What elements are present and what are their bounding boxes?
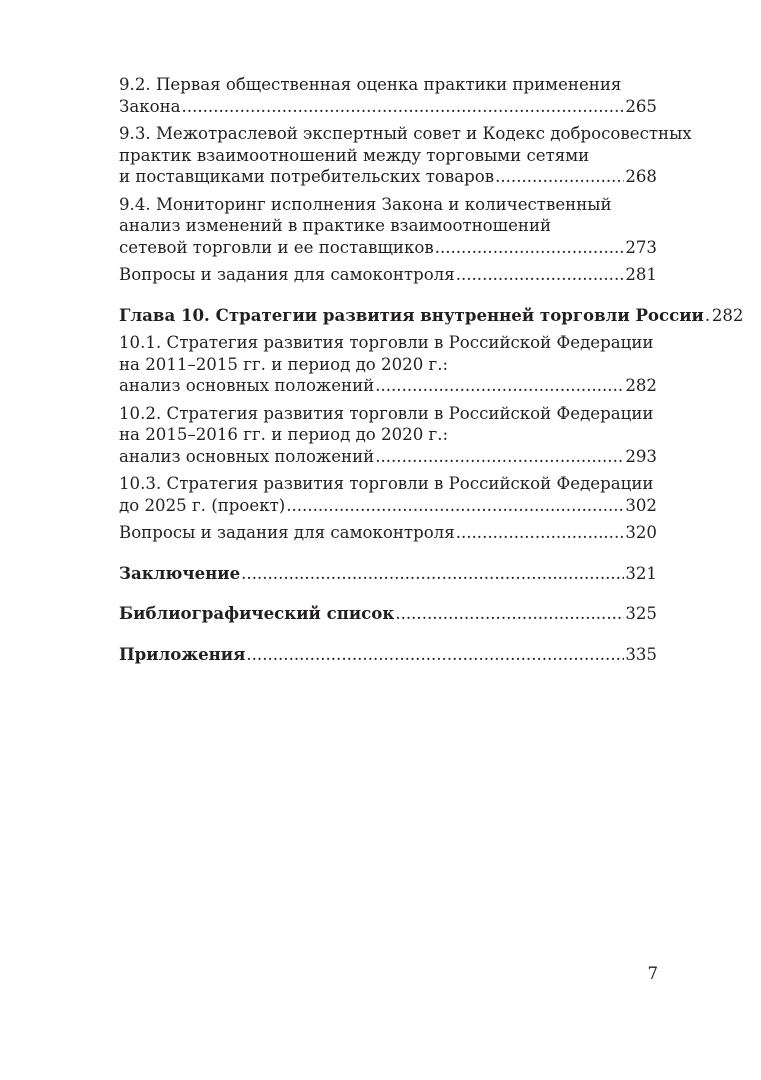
toc-entry-9-2 xyxy=(119,74,657,117)
toc-entry-title-line: Вопросы и задания для самоконтроля xyxy=(119,265,455,284)
toc-entry-10-2 xyxy=(119,403,657,468)
toc-page-number: 302 xyxy=(625,495,657,515)
dot-leader xyxy=(246,644,624,666)
dot-leader xyxy=(435,237,625,259)
toc-chapter-title: Библиографический список xyxy=(119,603,395,623)
toc-entry-title-line: на 2011–2015 гг. и период до 2020 г.: xyxy=(119,354,449,374)
dot-leader xyxy=(241,563,624,585)
toc-page-number: 293 xyxy=(625,446,657,466)
toc-entry-title-line: и поставщиками потребительских товаров xyxy=(119,167,495,186)
toc-page-number: 265 xyxy=(625,96,657,116)
toc-entry-title-line: анализ основных положений xyxy=(119,446,375,466)
toc-entry-9-4 xyxy=(119,194,657,259)
toc-entry-bibliography xyxy=(119,603,657,625)
toc-entry-questions-9 xyxy=(119,264,657,286)
page-number: 7 xyxy=(647,964,658,983)
toc-page-number: 321 xyxy=(625,563,657,583)
dot-leader xyxy=(182,96,625,118)
toc-entry-title-line: на 2015–2016 гг. и период до 2020 г.: xyxy=(119,425,449,444)
toc-page-number: 335 xyxy=(625,644,657,664)
toc-entry-title-line: 9.4. Мониторинг исполнения Закона и количественный xyxy=(119,194,612,214)
toc-entry-10-1 xyxy=(119,332,657,397)
toc-page-number: 268 xyxy=(625,167,657,186)
toc-entry-title-line: до 2025 г. (проект) xyxy=(119,495,286,515)
dot-leader xyxy=(286,495,624,517)
toc-entry-title-line: 9.3. Межотраслевой экспертный совет и Кодекс добросовестных xyxy=(119,124,692,143)
toc-page-number: 320 xyxy=(625,523,657,542)
toc-chapter-title: Приложения xyxy=(119,643,246,664)
toc-entry-title-line: 10.1. Стратегия развития торговли в Российской Федерации xyxy=(119,333,654,352)
toc-page-number: 282 xyxy=(625,376,657,395)
toc-entry-9-3 xyxy=(119,123,692,188)
toc-page-number: 282 xyxy=(711,305,744,325)
toc-entry-title-line: 10.2. Стратегия развития торговли в Российской Федерации xyxy=(119,403,654,423)
dot-leader xyxy=(395,603,624,625)
toc-entry-conclusion xyxy=(119,563,657,585)
dot-leader xyxy=(495,166,624,188)
toc-entry-title-line: 10.3. Стратегия развития торговли в Российской Федерации xyxy=(119,474,654,493)
toc-entry-title-line: Закона xyxy=(119,96,181,116)
toc-entry-title-line: анализ изменений в практике взаимоотношений xyxy=(119,216,552,235)
toc-entry-10-3 xyxy=(119,473,657,516)
dot-leader xyxy=(375,446,624,468)
toc-entry-title-line: 9.2. Первая общественная оценка практики применения xyxy=(119,75,622,94)
toc-entry-title-line: практик взаимоотношений между торговыми сетями xyxy=(119,145,590,165)
toc-chapter-title: Глава 10. Стратегии развития внутренней торговли России xyxy=(119,304,704,325)
toc-page-number: 281 xyxy=(625,265,657,284)
toc-entry-title-line: сетевой торговли и ее поставщиков xyxy=(119,237,434,257)
toc-entry-chapter-10 xyxy=(119,304,744,327)
toc-entry-appendices xyxy=(119,644,657,666)
dot-leader xyxy=(375,375,624,397)
toc-entry-title-line: Вопросы и задания для самоконтроля xyxy=(119,523,455,542)
toc-page-number: 325 xyxy=(625,604,657,623)
toc-entry-questions-10 xyxy=(119,522,657,544)
dot-leader xyxy=(456,264,625,286)
toc-chapter-title: Заключение xyxy=(119,562,241,583)
toc-entry-title-line: анализ основных положений xyxy=(119,376,375,395)
toc-page-number: 273 xyxy=(625,237,657,257)
dot-leader xyxy=(705,305,711,327)
table-of-contents xyxy=(119,74,744,665)
dot-leader xyxy=(456,522,625,544)
